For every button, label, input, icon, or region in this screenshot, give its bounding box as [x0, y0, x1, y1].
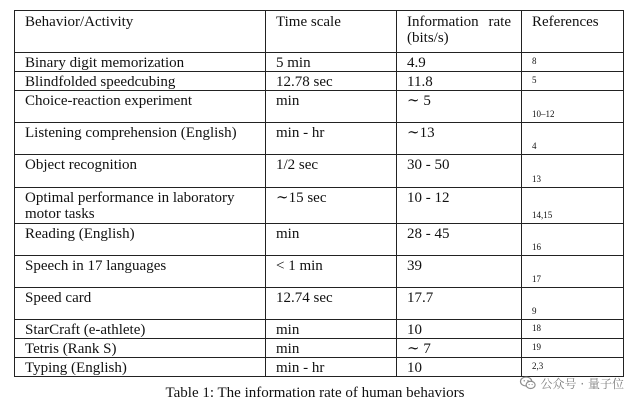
- cell-behavior: Reading (English): [15, 224, 266, 256]
- table-caption: Table 1: The information rate of human behaviors: [165, 385, 465, 401]
- cell-ref: 17: [522, 256, 624, 288]
- cell-ref: 5: [522, 72, 624, 91]
- table-row: [15, 339, 624, 358]
- table-row: [15, 320, 624, 339]
- table-row: [15, 72, 624, 91]
- cell-ref: 16: [522, 224, 624, 256]
- header-references: References: [522, 11, 624, 53]
- cell-ref: 14,15: [522, 188, 624, 224]
- cell-behavior: Object recognition: [15, 155, 266, 188]
- cell-time: min: [266, 224, 397, 256]
- cell-rate: ∼13: [397, 123, 522, 155]
- cell-behavior: StarCraft (e-athlete): [15, 320, 266, 339]
- watermark: [519, 374, 624, 392]
- cell-behavior-line-2: motor tasks: [25, 206, 95, 222]
- cell-time: < 1 min: [266, 256, 397, 288]
- cell-time: min - hr: [266, 123, 397, 155]
- cell-time: min: [266, 91, 397, 123]
- cell-rate: 17.7: [397, 288, 522, 320]
- cell-ref: 13: [522, 155, 624, 188]
- cell-rate: 4.9: [397, 53, 522, 72]
- cell-ref: 18: [522, 320, 624, 339]
- cell-time: min: [266, 339, 397, 358]
- cell-behavior: [15, 188, 266, 224]
- cell-time: 12.78 sec: [266, 72, 397, 91]
- cell-ref: 4: [522, 123, 624, 155]
- table-row: [15, 53, 624, 72]
- cell-behavior: Blindfolded speedcubing: [15, 72, 266, 91]
- header-information-rate: [397, 11, 522, 53]
- cell-rate: 10: [397, 320, 522, 339]
- table-row: [15, 288, 624, 320]
- cell-rate: 39: [397, 256, 522, 288]
- cell-rate: ∼ 7: [397, 339, 522, 358]
- table-container: [14, 10, 623, 377]
- cell-ref: 8: [522, 53, 624, 72]
- cell-rate: 30 - 50: [397, 155, 522, 188]
- cell-time: 1/2 sec: [266, 155, 397, 188]
- cell-behavior: Typing (English): [15, 358, 266, 377]
- cell-time: min: [266, 320, 397, 339]
- table-row: [15, 155, 624, 188]
- cell-ref: 19: [522, 339, 624, 358]
- cell-rate: 10 - 12: [397, 188, 522, 224]
- header-rate-word-2: rate: [488, 14, 511, 30]
- cell-behavior: Tetris (Rank S): [15, 339, 266, 358]
- information-rate-table: [14, 10, 624, 377]
- watermark-text: 公众号 · 量子位: [540, 376, 624, 391]
- cell-behavior: Listening comprehension (English): [15, 123, 266, 155]
- cell-behavior-line-1: Optimal performance in laboratory: [25, 190, 235, 206]
- cell-behavior: Speech in 17 languages: [15, 256, 266, 288]
- cell-rate: 11.8: [397, 72, 522, 91]
- cell-time: min - hr: [266, 358, 397, 377]
- cell-ref: 10–12: [522, 91, 624, 123]
- cell-behavior: Speed card: [15, 288, 266, 320]
- header-time-scale: Time scale: [266, 11, 397, 53]
- cell-behavior: Binary digit memorization: [15, 53, 266, 72]
- table-row: [15, 256, 624, 288]
- header-behavior: Behavior/Activity: [15, 11, 266, 53]
- table-header-row: [15, 11, 624, 53]
- cell-time: 12.74 sec: [266, 288, 397, 320]
- cell-rate: ∼ 5: [397, 91, 522, 123]
- cell-ref: 9: [522, 288, 624, 320]
- cell-time: ∼15 sec: [266, 188, 397, 224]
- table-row: [15, 123, 624, 155]
- cell-ref: 2,3: [522, 358, 624, 377]
- header-rate-unit: (bits/s): [407, 30, 449, 46]
- cell-behavior: Choice-reaction experiment: [15, 91, 266, 123]
- cell-time: 5 min: [266, 53, 397, 72]
- wechat-icon: [519, 374, 537, 392]
- table-row: [15, 224, 624, 256]
- cell-rate: 10: [397, 358, 522, 377]
- table-row: [15, 91, 624, 123]
- table-row: [15, 188, 624, 224]
- cell-rate: 28 - 45: [397, 224, 522, 256]
- header-rate-word-1: Information: [407, 14, 479, 30]
